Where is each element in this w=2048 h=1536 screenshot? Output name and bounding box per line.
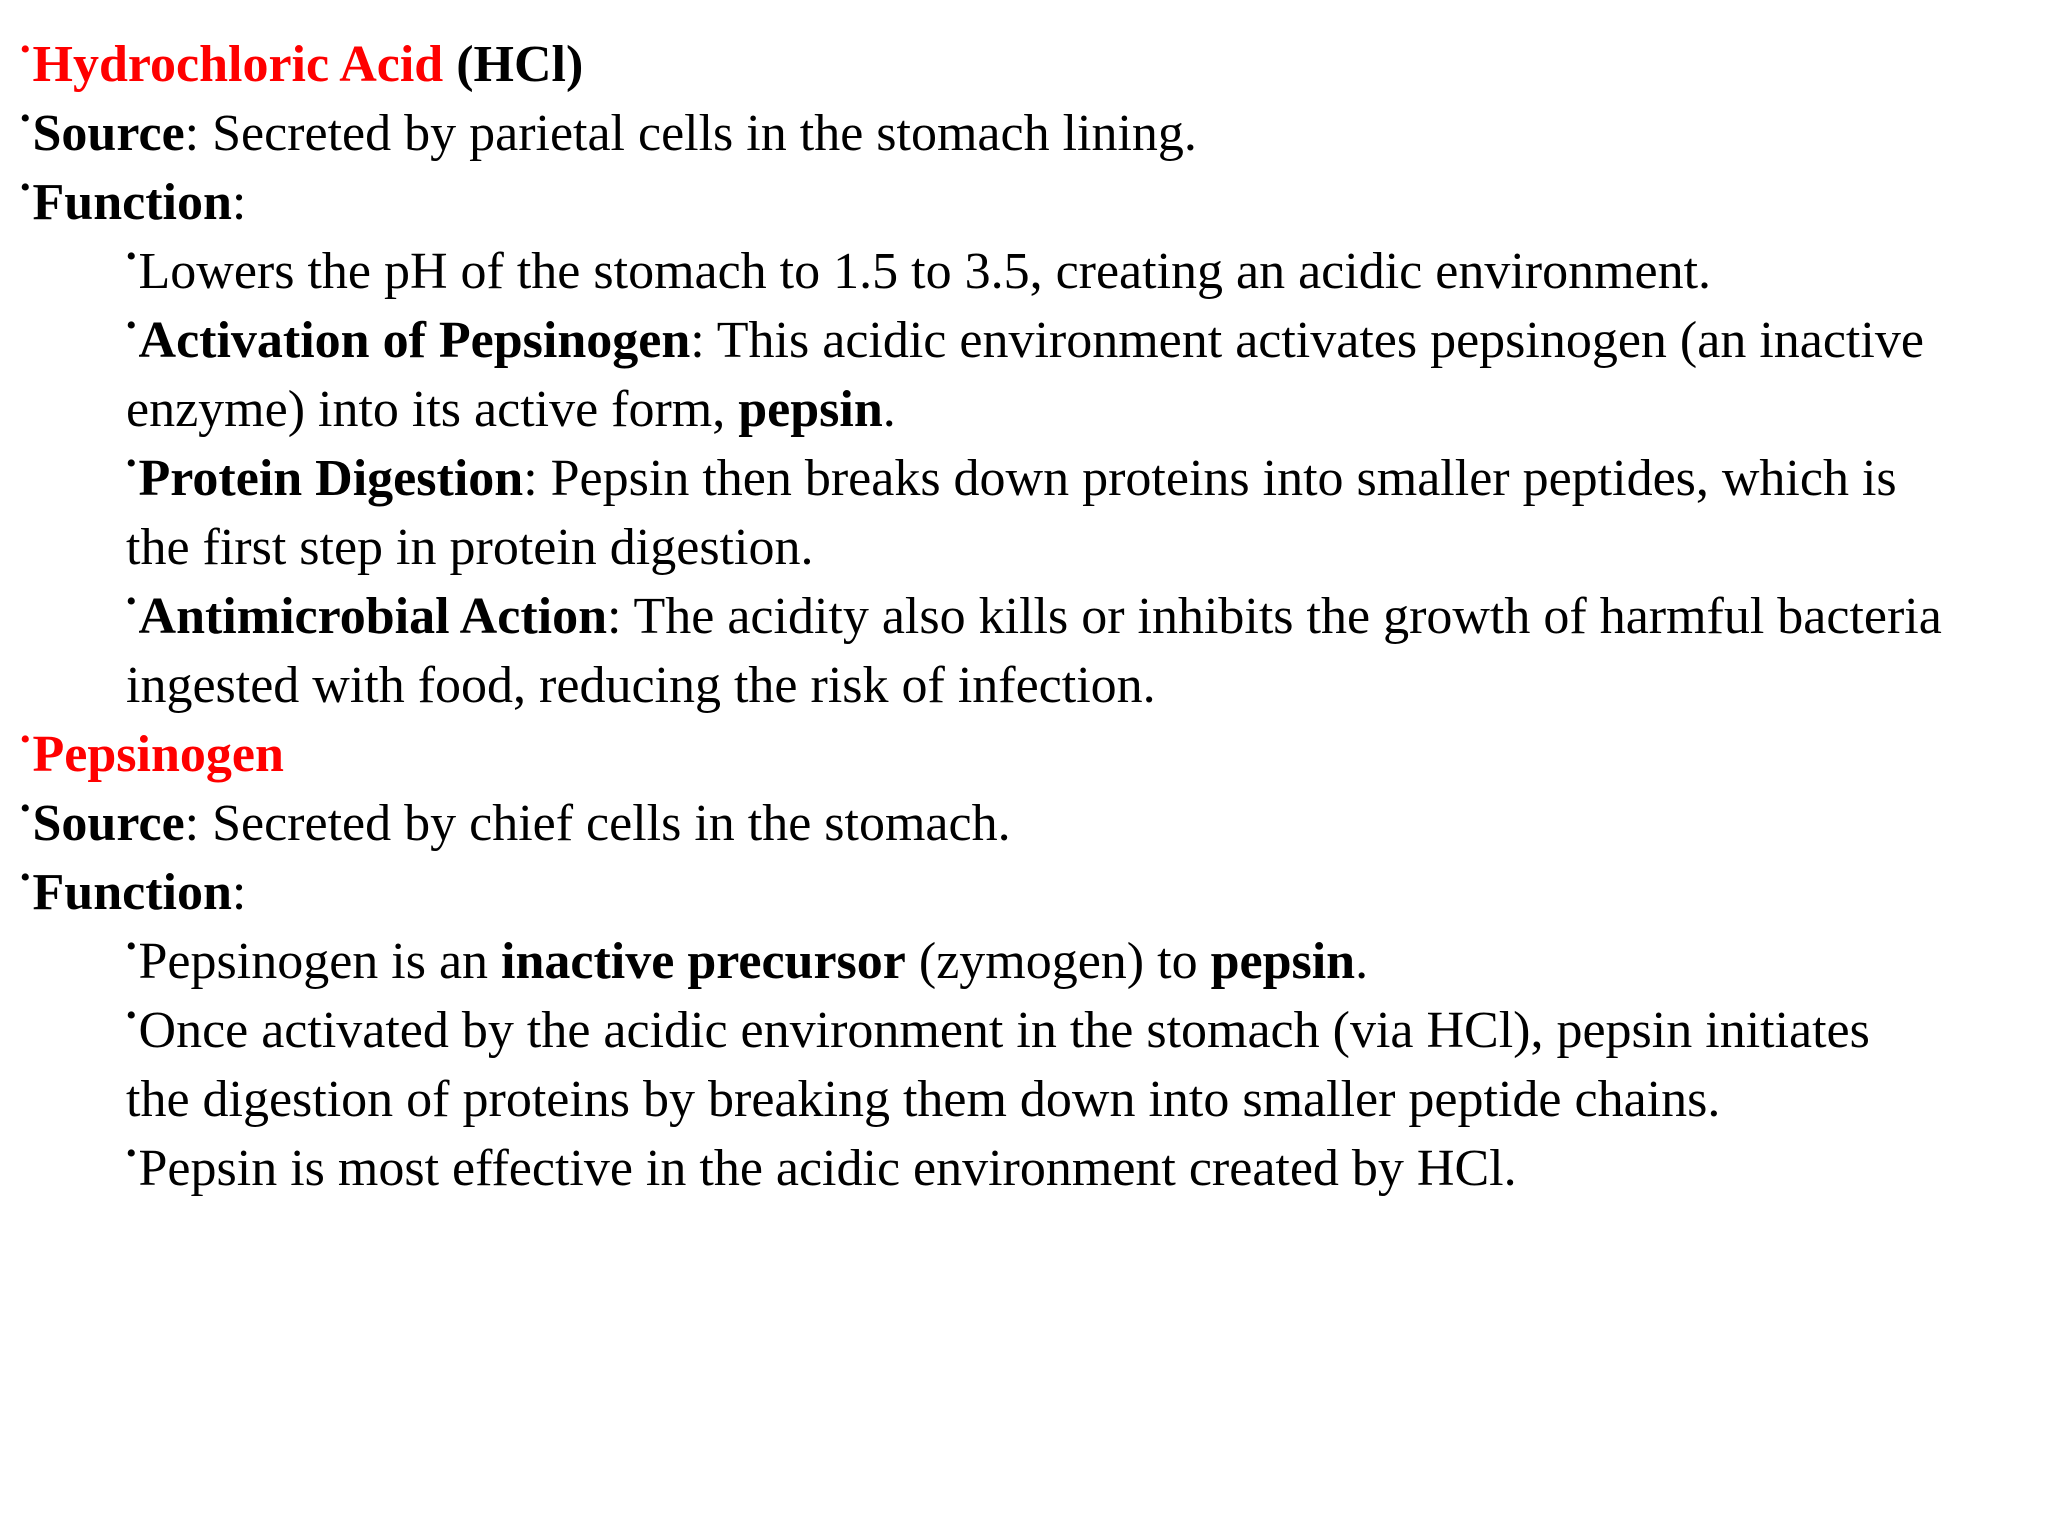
hcl-item-text: : This acidic environment activates pepsinogen (an inactive enzyme) into its active form,: [126, 312, 1924, 438]
hcl-function-label: Function: [32, 174, 232, 231]
bullet-icon: •: [126, 585, 137, 618]
hcl-source: [20, 99, 1988, 168]
hcl-function-item-4: [126, 582, 1976, 720]
hcl-title-formula: (HCl): [443, 36, 584, 93]
bullet-icon: •: [20, 861, 31, 894]
bullet-icon: •: [20, 171, 31, 204]
pepsinogen-heading: [20, 720, 1988, 789]
hcl-function-item-1: [126, 237, 1976, 306]
bullet-icon: •: [126, 309, 137, 342]
hcl-item-label: Antimicrobial Action: [138, 588, 607, 645]
pepsinogen-item-bold-term: inactive precursor: [501, 933, 906, 990]
bullet-icon: •: [20, 33, 31, 66]
hcl-item-text: : Pepsin then breaks down proteins into smaller peptides, which is the first step in protein digestion.: [126, 450, 1897, 576]
bullet-icon: •: [126, 930, 137, 963]
hcl-function-item-3: [126, 444, 1976, 582]
hcl-function: [20, 168, 1988, 237]
hcl-item-bold-term: pepsin: [738, 381, 883, 438]
pepsinogen-function-item-1: [126, 927, 1976, 996]
hcl-item-text: : The acidity also kills or inhibits the growth of harmful bacteria ingested with food, reducing the risk of infection.: [126, 588, 1942, 714]
bullet-icon: •: [126, 999, 137, 1032]
hcl-function-item-2: [126, 306, 1976, 444]
bullet-icon: •: [126, 447, 137, 480]
pepsinogen-item-text: Once activated by the acidic environment in the stomach (via HCl), pepsin initiates the digestion of proteins by breaking them down into smaller peptide chains.: [126, 1002, 1870, 1128]
pepsinogen-item-text: Pepsin is most effective in the acidic environment created by HCl.: [138, 1140, 1517, 1197]
pepsinogen-item-bold-term: pepsin: [1210, 933, 1356, 990]
pepsinogen-source: [20, 789, 1988, 858]
hcl-title: Hydrochloric Acid: [32, 36, 444, 93]
bullet-icon: •: [20, 102, 31, 135]
bullet-icon: •: [126, 1137, 137, 1170]
hcl-item-label: Activation of Pepsinogen: [138, 312, 691, 369]
bullet-icon: •: [20, 792, 31, 825]
hcl-item-text: Lowers the pH of the stomach to 1.5 to 3.5, creating an acidic environment.: [138, 243, 1712, 300]
pepsinogen-function-colon: :: [231, 864, 247, 921]
pepsinogen-function: [20, 858, 1988, 927]
pepsinogen-item-text: Pepsinogen is an: [138, 933, 502, 990]
hcl-item-end: .: [882, 381, 896, 438]
bullet-icon: •: [20, 723, 31, 756]
hcl-function-colon: :: [231, 174, 247, 231]
hcl-source-text: : Secreted by parietal cells in the stomach lining.: [184, 105, 1197, 162]
pepsinogen-source-label: Source: [32, 795, 185, 852]
bullet-icon: •: [126, 240, 137, 273]
pepsinogen-function-label: Function: [32, 864, 232, 921]
pepsinogen-item-text: (zymogen) to: [905, 933, 1211, 990]
hcl-item-label: Protein Digestion: [138, 450, 524, 507]
pepsinogen-function-item-3: [126, 1134, 1976, 1203]
pepsinogen-item-end: .: [1355, 933, 1369, 990]
hcl-source-label: Source: [32, 105, 185, 162]
pepsinogen-function-item-2: [126, 996, 1976, 1134]
hcl-heading: [20, 30, 1988, 99]
pepsinogen-title: Pepsinogen: [32, 726, 284, 783]
pepsinogen-source-text: : Secreted by chief cells in the stomach.: [184, 795, 1011, 852]
